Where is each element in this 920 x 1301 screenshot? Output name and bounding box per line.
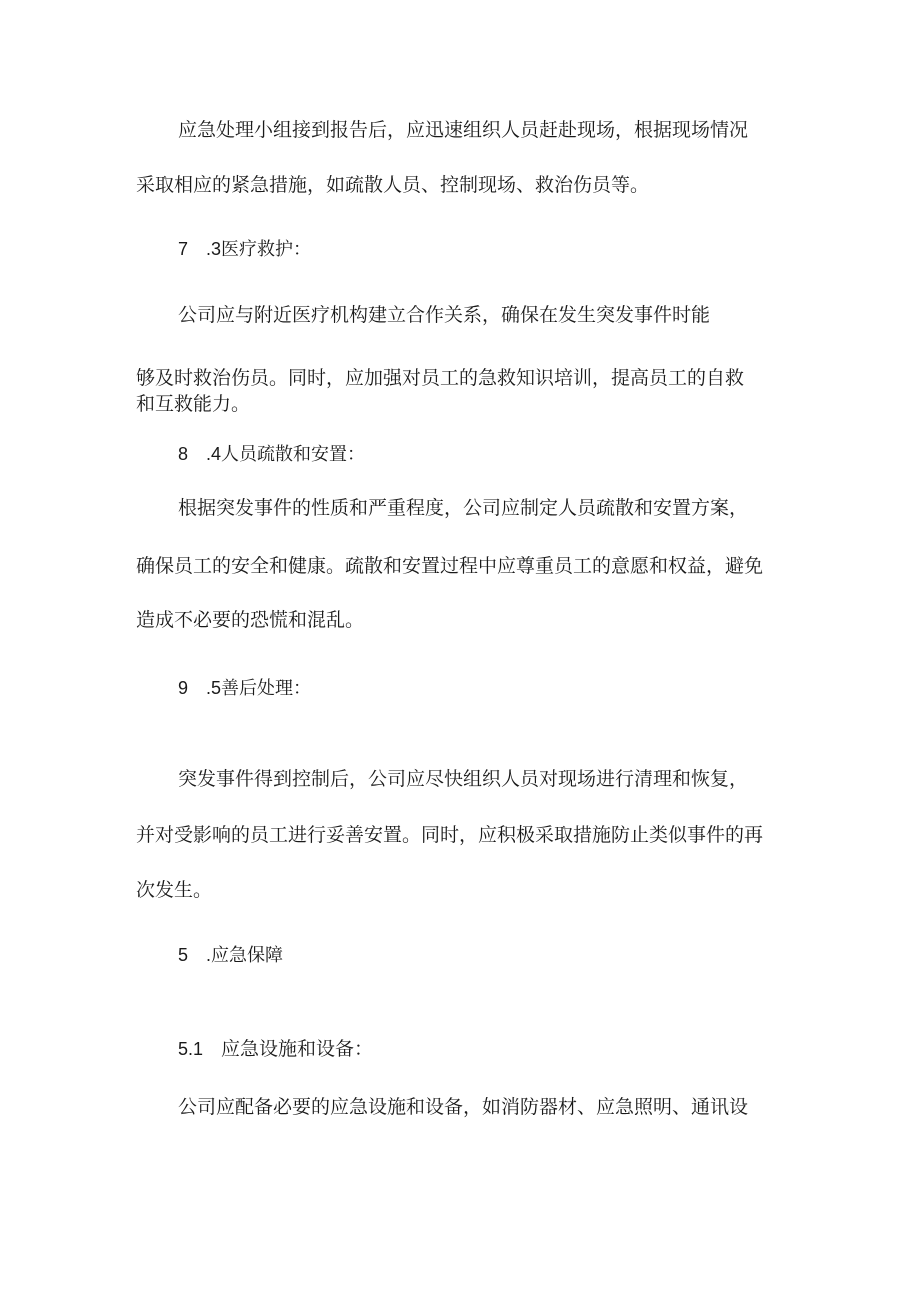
heading-number: 9 <box>178 678 189 698</box>
heading-text: .5善后处理： <box>206 678 312 698</box>
paragraph-line: 次发生。 <box>136 879 213 901</box>
section-heading-5-1 <box>178 1038 373 1060</box>
section-heading-9-5 <box>178 677 311 699</box>
paragraph-line: 公司应配备必要的应急设施和设备，如消防器材、应急照明、通讯设 <box>178 1096 749 1118</box>
paragraph-line: 造成不必要的恐慌和混乱。 <box>136 609 365 631</box>
heading-number: 7 <box>178 239 189 259</box>
paragraph-line: 并对受影响的员工进行妥善安置。同时，应积极采取措施防止类似事件的再 <box>136 824 764 846</box>
paragraph-line: 公司应与附近医疗机构建立合作关系，确保在发生突发事件时能 <box>178 304 711 326</box>
heading-number: 5 <box>178 945 189 965</box>
heading-text: .3医疗救护： <box>206 239 312 259</box>
paragraph-line: 根据突发事件的性质和严重程度，公司应制定人员疏散和安置方案， <box>178 497 749 519</box>
paragraph-line: 确保员工的安全和健康。疏散和安置过程中应尊重员工的意愿和权益，避免 <box>136 555 764 577</box>
section-heading-7-3 <box>178 238 311 260</box>
section-heading-5 <box>178 944 283 966</box>
heading-number: 5.1 <box>178 1039 204 1059</box>
paragraph-line: 突发事件得到控制后，公司应尽快组织人员对现场进行清理和恢复， <box>178 768 749 790</box>
section-heading-8-4 <box>178 443 365 465</box>
paragraph-line: 采取相应的紧急措施，如疏散人员、控制现场、救治伤员等。 <box>136 174 650 196</box>
heading-text: .应急保障 <box>206 945 284 965</box>
heading-text: .4人员疏散和安置： <box>206 444 366 464</box>
heading-text: 应急设施和设备： <box>221 1038 374 1060</box>
heading-number: 8 <box>178 444 189 464</box>
paragraph-line: 和互救能力。 <box>136 393 251 415</box>
paragraph-line: 应急处理小组接到报告后，应迅速组织人员赶赴现场，根据现场情况 <box>178 119 749 141</box>
paragraph-line: 够及时救治伤员。同时，应加强对员工的急救知识培训，提高员工的自救 <box>136 367 745 389</box>
